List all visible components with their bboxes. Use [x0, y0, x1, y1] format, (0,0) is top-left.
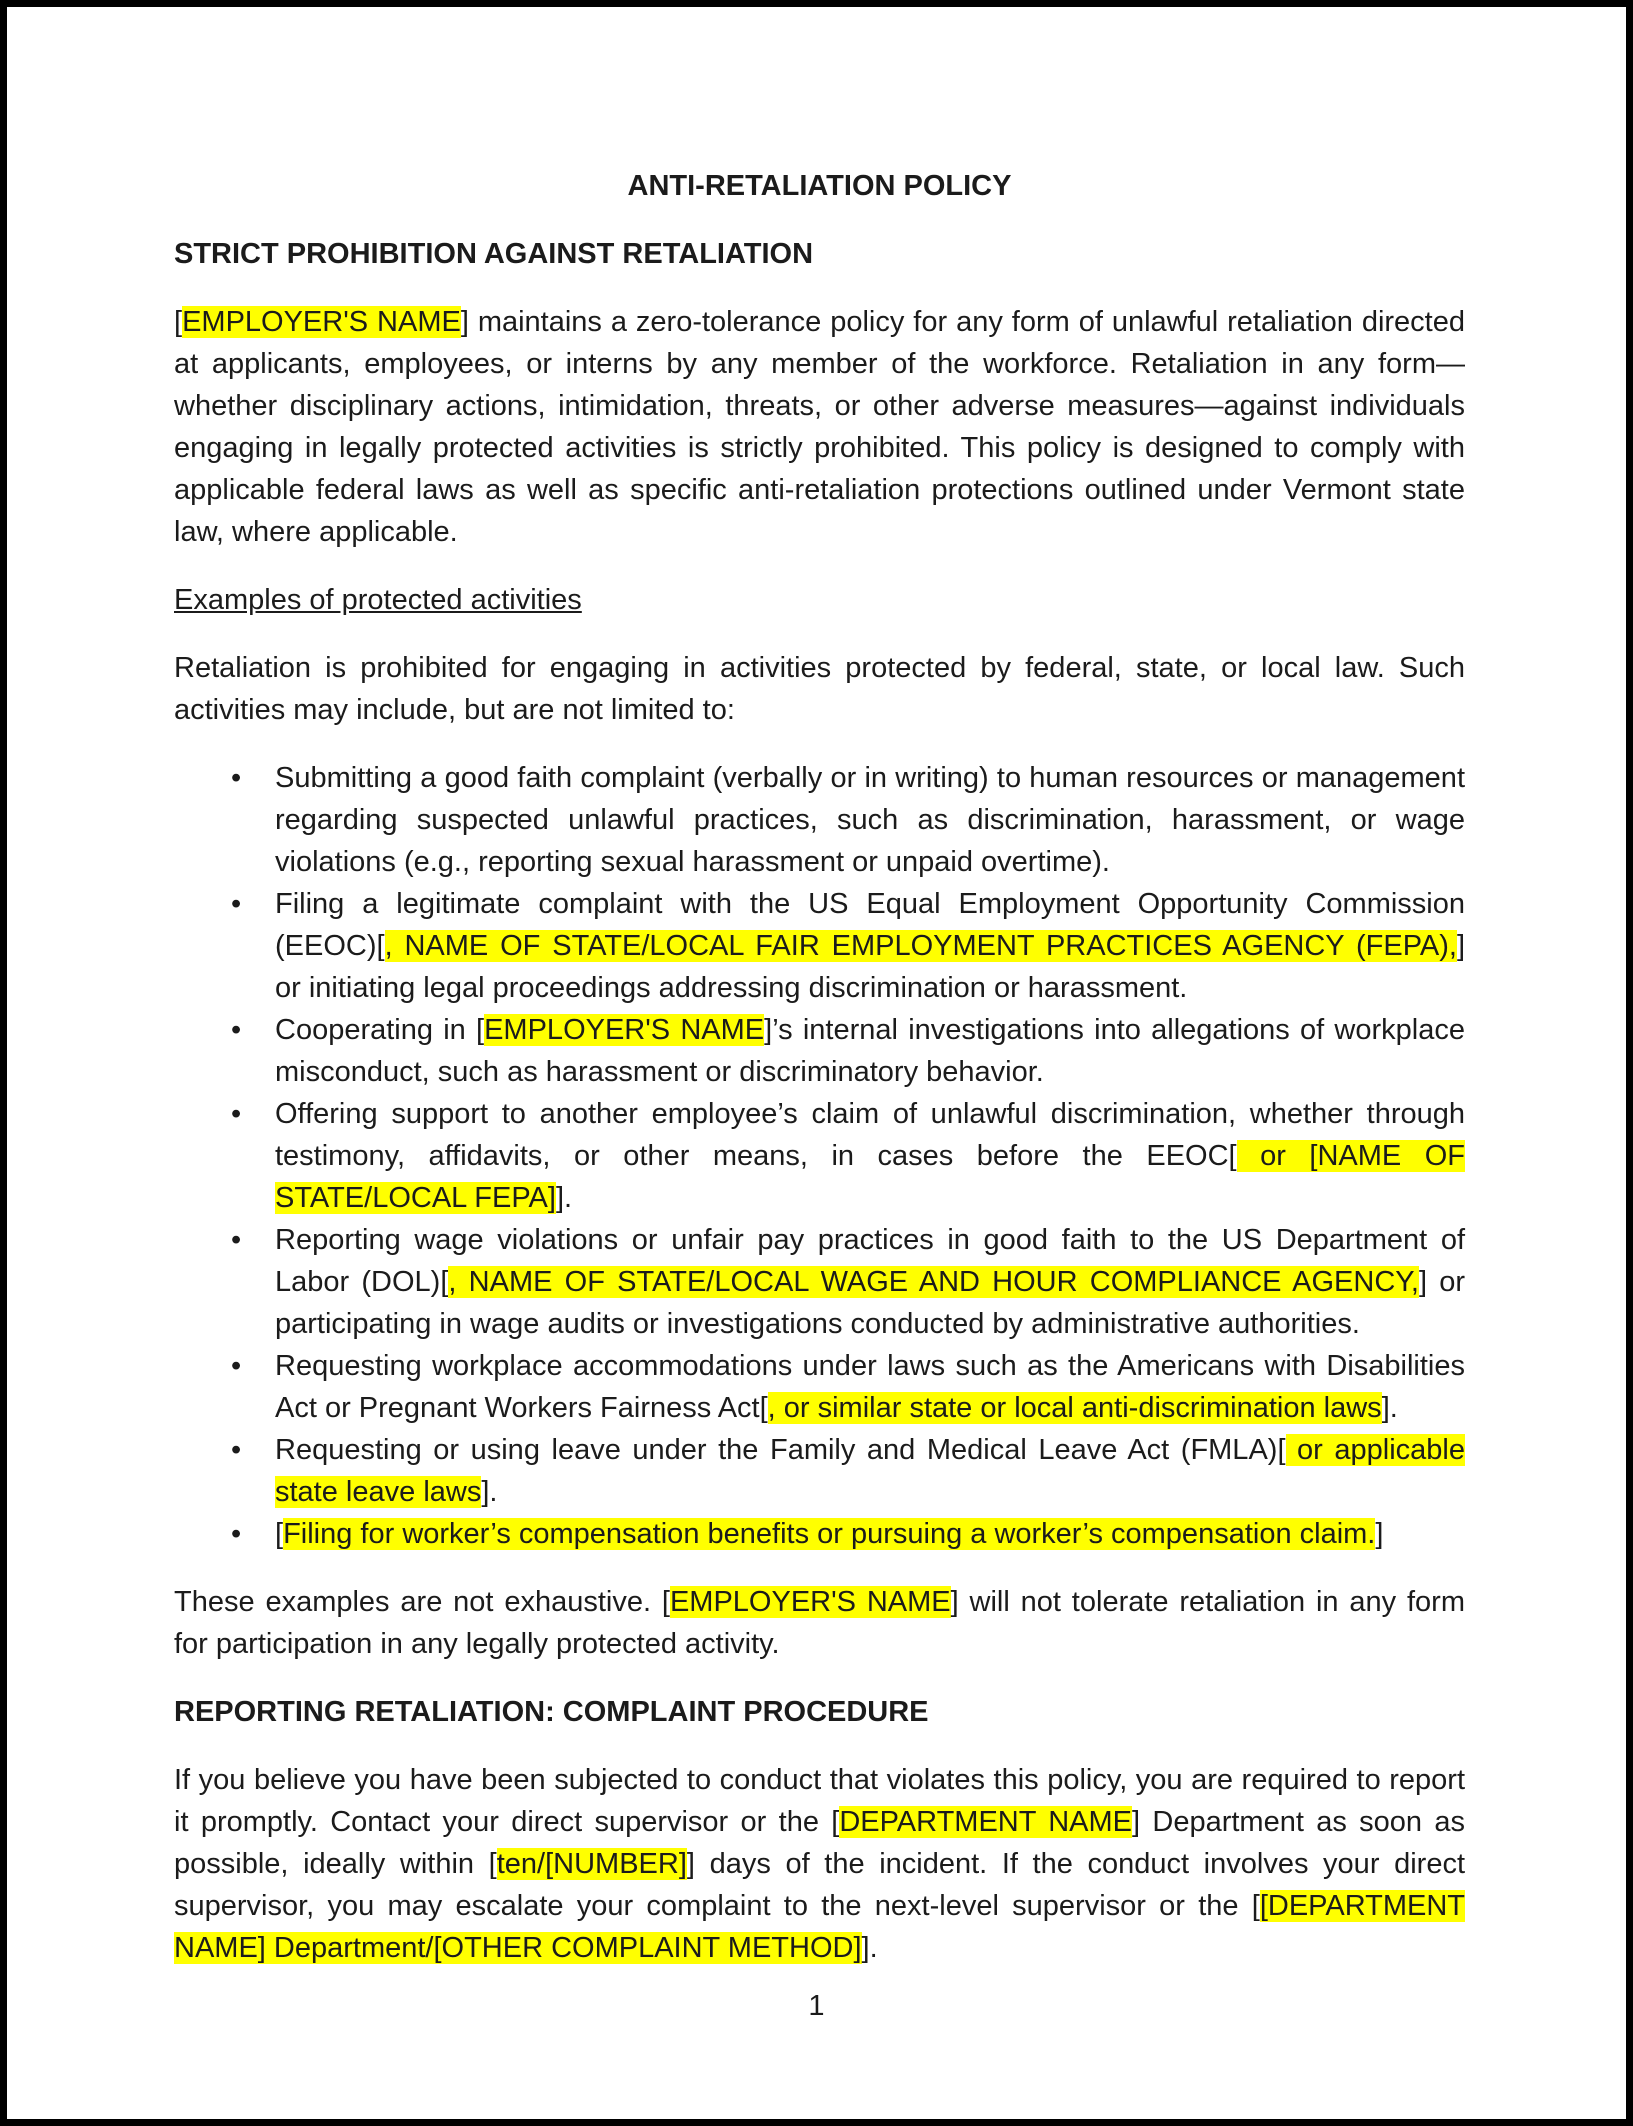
- text-run: Offering support to another employee’s claim of unlawful discrimination, whether through testimony, affidavits, or other means, in cases before the EEOC[: [275, 1098, 1465, 1172]
- text-run: Requesting or using leave under the Family and Medical Leave Act (FMLA)[: [275, 1434, 1286, 1466]
- text-run: ] maintains a zero-tolerance policy for any form of unlawful retaliation directed at applicants, employees, or interns by any member of the workforce. Retaliation in any form—whether disciplinary actions, intimidation, threats, or other adverse measures—against individuals engaging in legally protected activities is strictly prohibited. This policy is designed to comply with applicable federal laws as well as specific anti-retaliation protections outlined under Vermont state law, where applicable.: [174, 306, 1465, 548]
- document-title: ANTI-RETALIATION POLICY: [627, 170, 1012, 202]
- bullet-item: [174, 1219, 1465, 1345]
- placeholder-highlight: EMPLOYER'S NAME: [669, 1586, 951, 1618]
- placeholder-highlight: ten/[NUMBER]: [496, 1848, 687, 1880]
- underlined-subheading: Examples of protected activities: [174, 584, 582, 616]
- text-run: ]: [1375, 1518, 1384, 1550]
- text-run: [: [174, 306, 183, 338]
- placeholder-highlight: EMPLOYER'S NAME: [182, 306, 461, 338]
- placeholder-highlight: DEPARTMENT NAME: [839, 1806, 1133, 1838]
- text-run: Submitting a good faith complaint (verbally or in writing) to human resources or management regarding suspected unlawful practices, such as discrimination, harassment, or wage violations (e.g., reporting sexual harassment or unpaid overtime).: [275, 762, 1465, 878]
- bullet-item: [174, 1345, 1465, 1429]
- placeholder-highlight: or applicable state leave laws: [275, 1434, 1465, 1508]
- bullet-item: [174, 1513, 1465, 1555]
- text-run: Requesting workplace accommodations under laws such as the Americans with Disabilities Act or Pregnant Workers Fairness Act[: [275, 1350, 1465, 1424]
- text-run: Filing a legitimate complaint with the US Equal Employment Opportunity Commission (EEOC)[: [275, 888, 1465, 962]
- bullet-item: [174, 1093, 1465, 1219]
- text-run: Cooperating in [: [275, 1014, 485, 1046]
- text-run: ] Department as soon as possible, ideally within [: [174, 1806, 1465, 1880]
- bullet-item: [174, 757, 1465, 883]
- text-run: ] days of the incident. If the conduct involves your direct supervisor, you may escalate your complaint to the next-level supervisor or the [: [174, 1848, 1466, 1922]
- placeholder-highlight: [DEPARTMENT NAME] Department/[OTHER COMPLAINT METHOD]: [174, 1890, 1465, 1964]
- section-heading: REPORTING RETALIATION: COMPLAINT PROCEDURE: [174, 1696, 929, 1728]
- placeholder-highlight: EMPLOYER'S NAME: [484, 1014, 765, 1046]
- text-run: If you believe you have been subjected to conduct that violates this policy, you are required to report it promptly. Contact your direct supervisor or the [: [174, 1764, 1465, 1838]
- text-run: ] or initiating legal proceedings addressing discrimination or harassment.: [275, 930, 1465, 1004]
- page-number: 1: [808, 1990, 825, 2022]
- text-run: These examples are not exhaustive. [: [174, 1586, 670, 1618]
- placeholder-highlight: , or similar state or local anti-discrimination laws: [767, 1392, 1382, 1424]
- text-run: ]’s internal investigations into allegations of workplace misconduct, such as harassment or discriminatory behavior.: [275, 1014, 1465, 1088]
- bullet-list: [174, 757, 1465, 1555]
- text-run: [: [275, 1518, 284, 1550]
- page-footer: [7, 1985, 1626, 2027]
- placeholder-highlight: , NAME OF STATE/LOCAL WAGE AND HOUR COMPLIANCE AGENCY,: [448, 1266, 1419, 1298]
- text-run: ].: [861, 1932, 878, 1964]
- text-run: ] or participating in wage audits or investigations conducted by administrative authorities.: [275, 1266, 1465, 1340]
- document-content: [174, 165, 1465, 1995]
- bullet-item: [174, 1009, 1465, 1093]
- text-run: Retaliation is prohibited for engaging in activities protected by federal, state, or local law. Such activities may include, but are not limited to:: [174, 652, 1465, 726]
- text-run: ].: [1381, 1392, 1398, 1424]
- policy-paragraph: [174, 1581, 1465, 1665]
- bullet-item: [174, 883, 1465, 1009]
- policy-paragraph: [174, 301, 1465, 553]
- text-run: Reporting wage violations or unfair pay practices in good faith to the US Department of Labor (DOL)[: [275, 1224, 1465, 1298]
- text-run: ] will not tolerate retaliation in any form for participation in any legally protected activity.: [174, 1586, 1466, 1660]
- placeholder-highlight: Filing for worker’s compensation benefits or pursuing a worker’s compensation claim.: [283, 1518, 1376, 1550]
- placeholder-highlight: , NAME OF STATE/LOCAL FAIR EMPLOYMENT PRACTICES AGENCY (FEPA),: [384, 930, 1457, 962]
- text-run: ].: [555, 1182, 573, 1214]
- policy-paragraph: [174, 1759, 1465, 1969]
- section-heading: STRICT PROHIBITION AGAINST RETALIATION: [174, 238, 814, 270]
- policy-paragraph: [174, 647, 1465, 731]
- document-body: [174, 233, 1465, 1969]
- placeholder-highlight: or [NAME OF STATE/LOCAL FEPA]: [275, 1140, 1465, 1214]
- bullet-item: [174, 1429, 1465, 1513]
- text-run: ].: [481, 1476, 498, 1508]
